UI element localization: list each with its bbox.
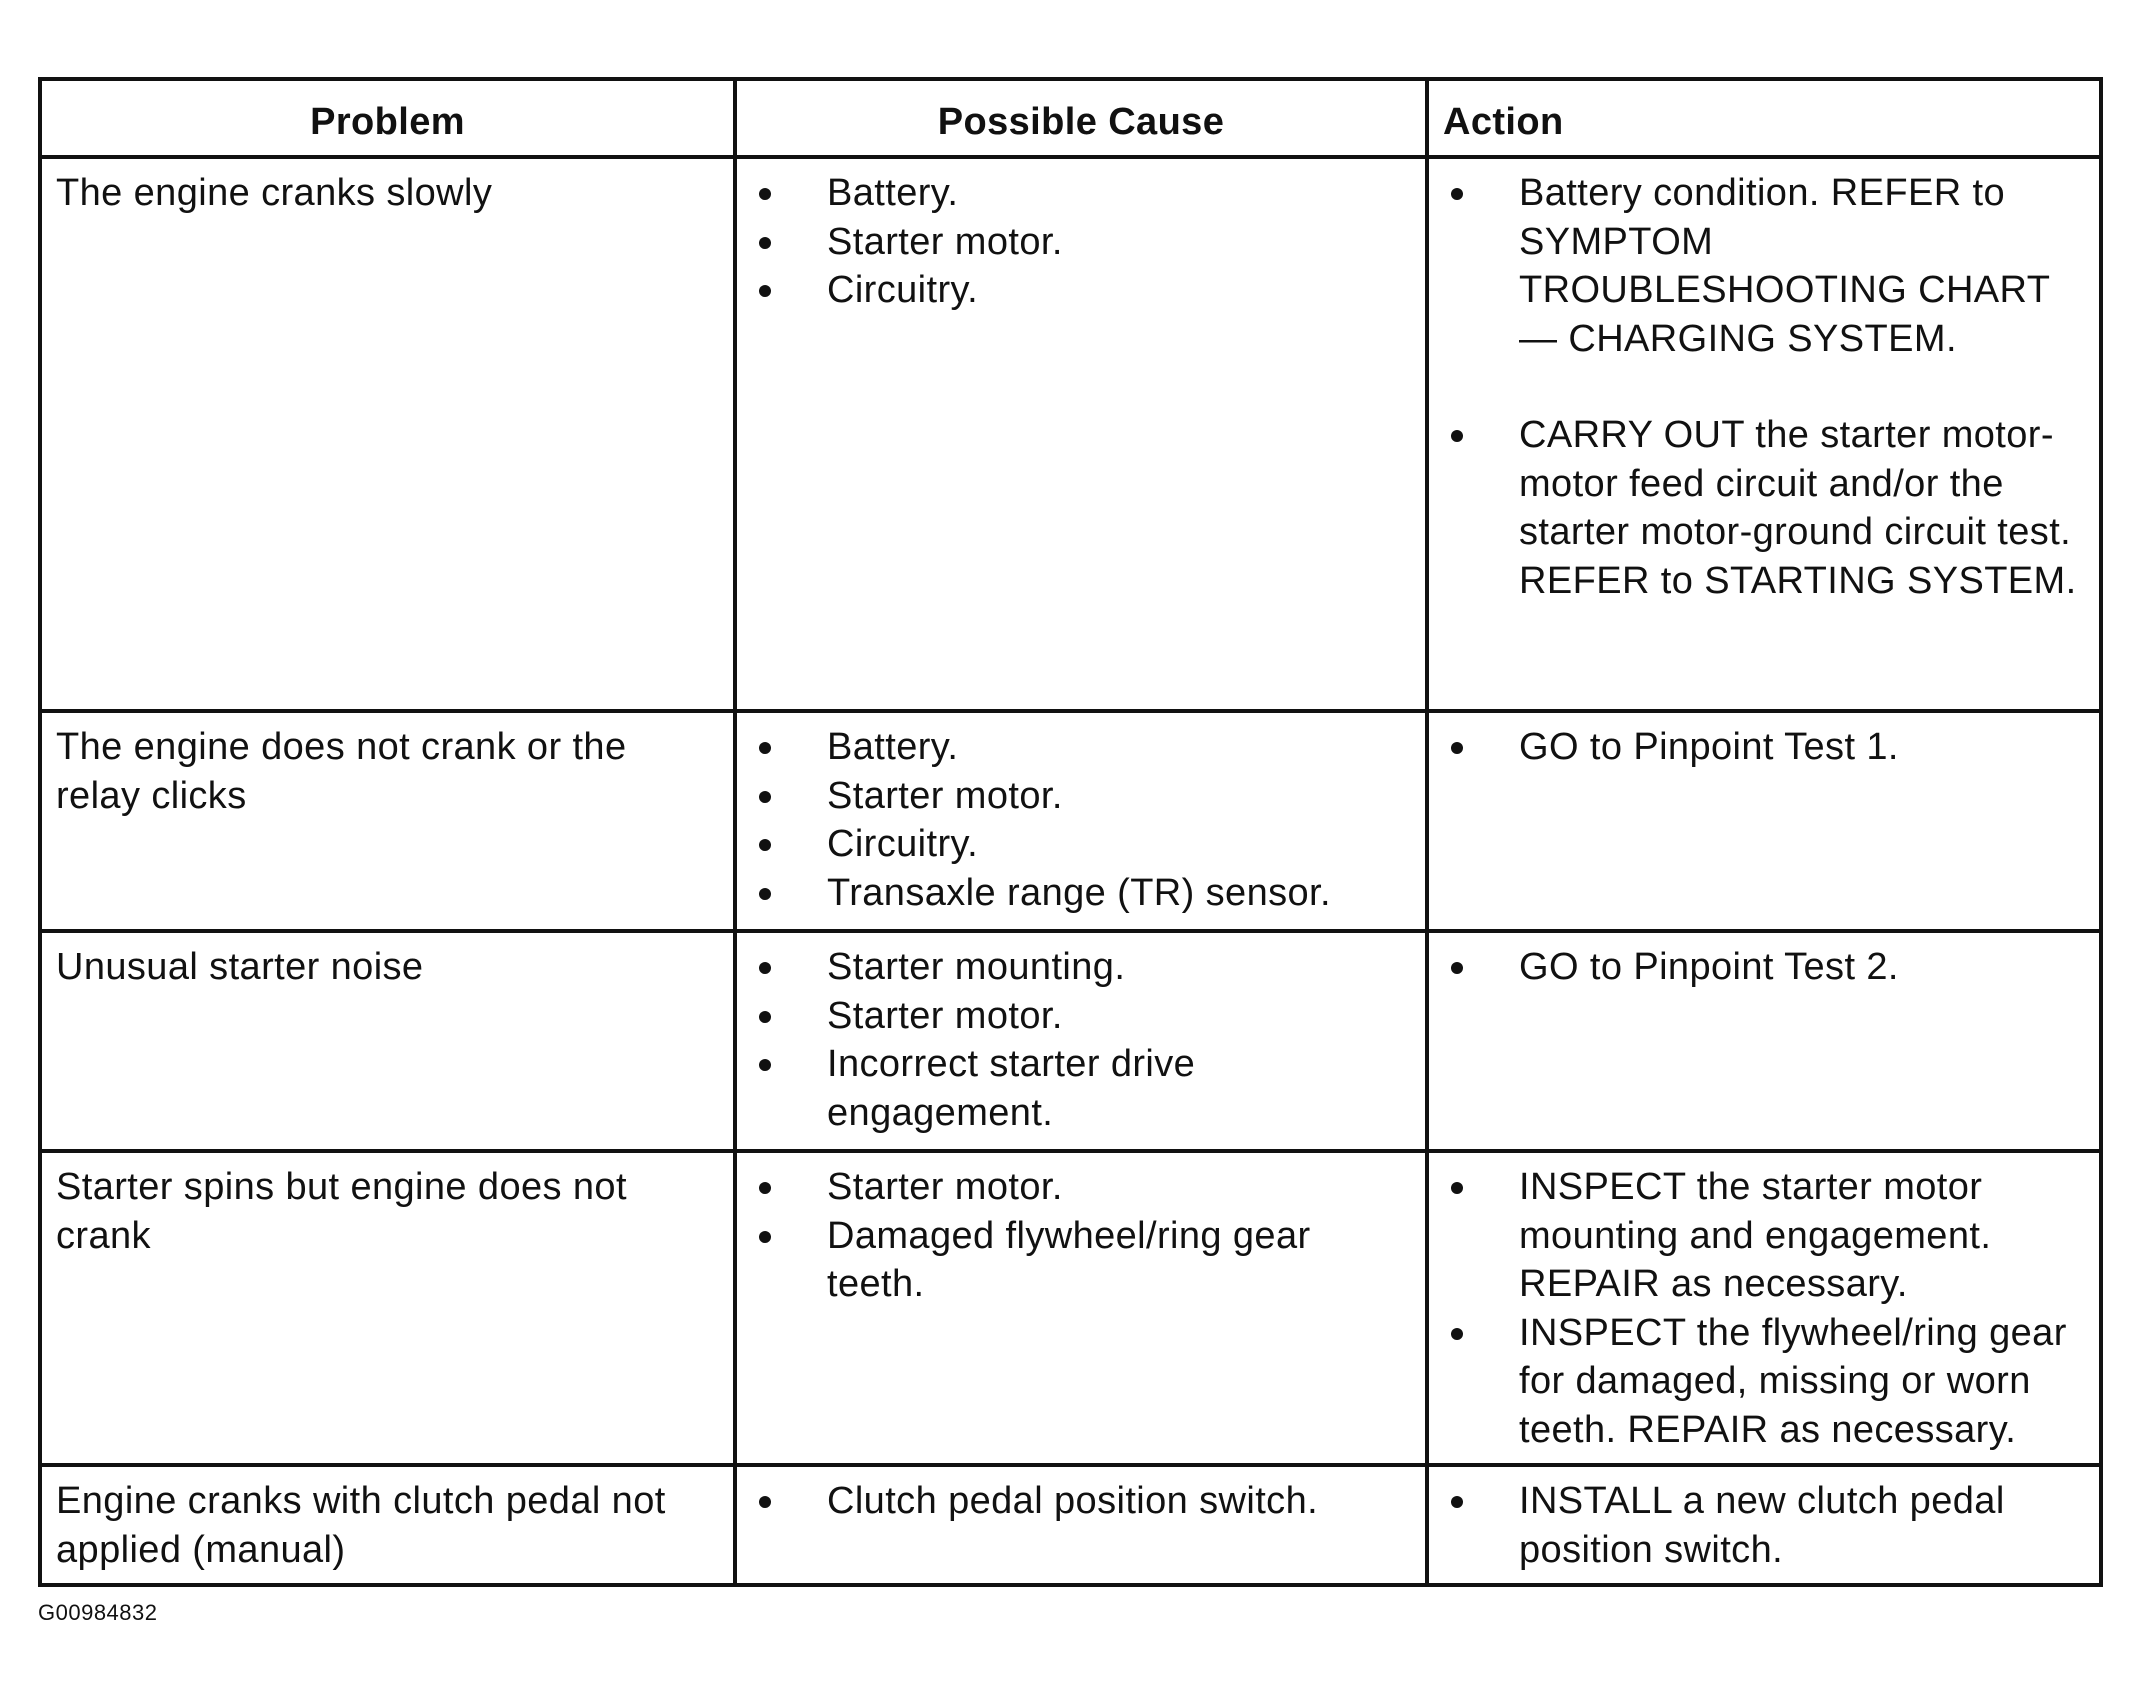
cause-item: Circuitry. bbox=[751, 820, 1411, 869]
problem-cell: Engine cranks with clutch pedal not applied (manual) bbox=[40, 1465, 735, 1585]
cause-list bbox=[751, 943, 1411, 1137]
action-item: INSPECT the flywheel/ring gear for damaged, missing or worn teeth. REPAIR as necessary. bbox=[1443, 1309, 2085, 1455]
header-possible-cause: Possible Cause bbox=[735, 79, 1427, 157]
cause-item: Damaged flywheel/ring gear teeth. bbox=[751, 1212, 1411, 1309]
action-cell bbox=[1427, 711, 2101, 931]
cause-list bbox=[751, 1163, 1411, 1309]
cause-item: Incorrect starter drive engagement. bbox=[751, 1040, 1411, 1137]
table-row bbox=[40, 157, 2101, 711]
action-item: INSPECT the starter motor mounting and engagement. REPAIR as necessary. bbox=[1443, 1163, 2085, 1309]
cause-list bbox=[751, 723, 1411, 917]
action-list bbox=[1443, 1163, 2085, 1454]
action-item: INSTALL a new clutch pedal position switch. bbox=[1443, 1477, 2085, 1574]
cause-item: Transaxle range (TR) sensor. bbox=[751, 869, 1411, 918]
cause-item: Starter motor. bbox=[751, 1163, 1411, 1212]
problem-cell: Unusual starter noise bbox=[40, 931, 735, 1151]
problem-cell: The engine cranks slowly bbox=[40, 157, 735, 711]
action-item: GO to Pinpoint Test 1. bbox=[1443, 723, 2085, 772]
action-cell bbox=[1427, 1151, 2101, 1465]
cause-item: Battery. bbox=[751, 169, 1411, 218]
cause-list bbox=[751, 1477, 1411, 1526]
action-cell bbox=[1427, 1465, 2101, 1585]
cause-item: Clutch pedal position switch. bbox=[751, 1477, 1411, 1526]
action-item: CARRY OUT the starter motor-motor feed circuit and/or the starter motor-ground circuit test. REFER to STARTING SYSTEM. bbox=[1443, 411, 2085, 605]
cause-cell bbox=[735, 931, 1427, 1151]
action-list bbox=[1443, 1477, 2085, 1574]
header-action: Action bbox=[1427, 79, 2101, 157]
action-cell bbox=[1427, 157, 2101, 711]
cause-item: Starter motor. bbox=[751, 772, 1411, 821]
cause-cell bbox=[735, 711, 1427, 931]
action-item: Battery condition. REFER to SYMPTOM TROUBLESHOOTING CHART — CHARGING SYSTEM. bbox=[1443, 169, 2085, 363]
figure-id-label: G00984832 bbox=[38, 1600, 158, 1625]
cause-list bbox=[751, 169, 1411, 315]
action-list bbox=[1443, 169, 2085, 605]
table-row bbox=[40, 1151, 2101, 1465]
cause-item: Starter motor. bbox=[751, 218, 1411, 267]
action-cell bbox=[1427, 931, 2101, 1151]
action-item: GO to Pinpoint Test 2. bbox=[1443, 943, 2085, 992]
troubleshooting-table-container bbox=[38, 77, 2099, 1587]
header-problem: Problem bbox=[40, 79, 735, 157]
cause-item: Circuitry. bbox=[751, 266, 1411, 315]
table-row bbox=[40, 1465, 2101, 1585]
cause-item: Starter mounting. bbox=[751, 943, 1411, 992]
cause-cell bbox=[735, 157, 1427, 711]
action-list bbox=[1443, 943, 2085, 992]
cause-item: Starter motor. bbox=[751, 992, 1411, 1041]
action-list bbox=[1443, 723, 2085, 772]
cause-cell bbox=[735, 1151, 1427, 1465]
problem-cell: The engine does not crank or the relay clicks bbox=[40, 711, 735, 931]
table-row bbox=[40, 931, 2101, 1151]
table-row bbox=[40, 711, 2101, 931]
cause-item: Battery. bbox=[751, 723, 1411, 772]
cause-cell bbox=[735, 1465, 1427, 1585]
problem-cell: Starter spins but engine does not crank bbox=[40, 1151, 735, 1465]
table-header-row bbox=[40, 79, 2101, 157]
troubleshooting-table bbox=[38, 77, 2103, 1587]
